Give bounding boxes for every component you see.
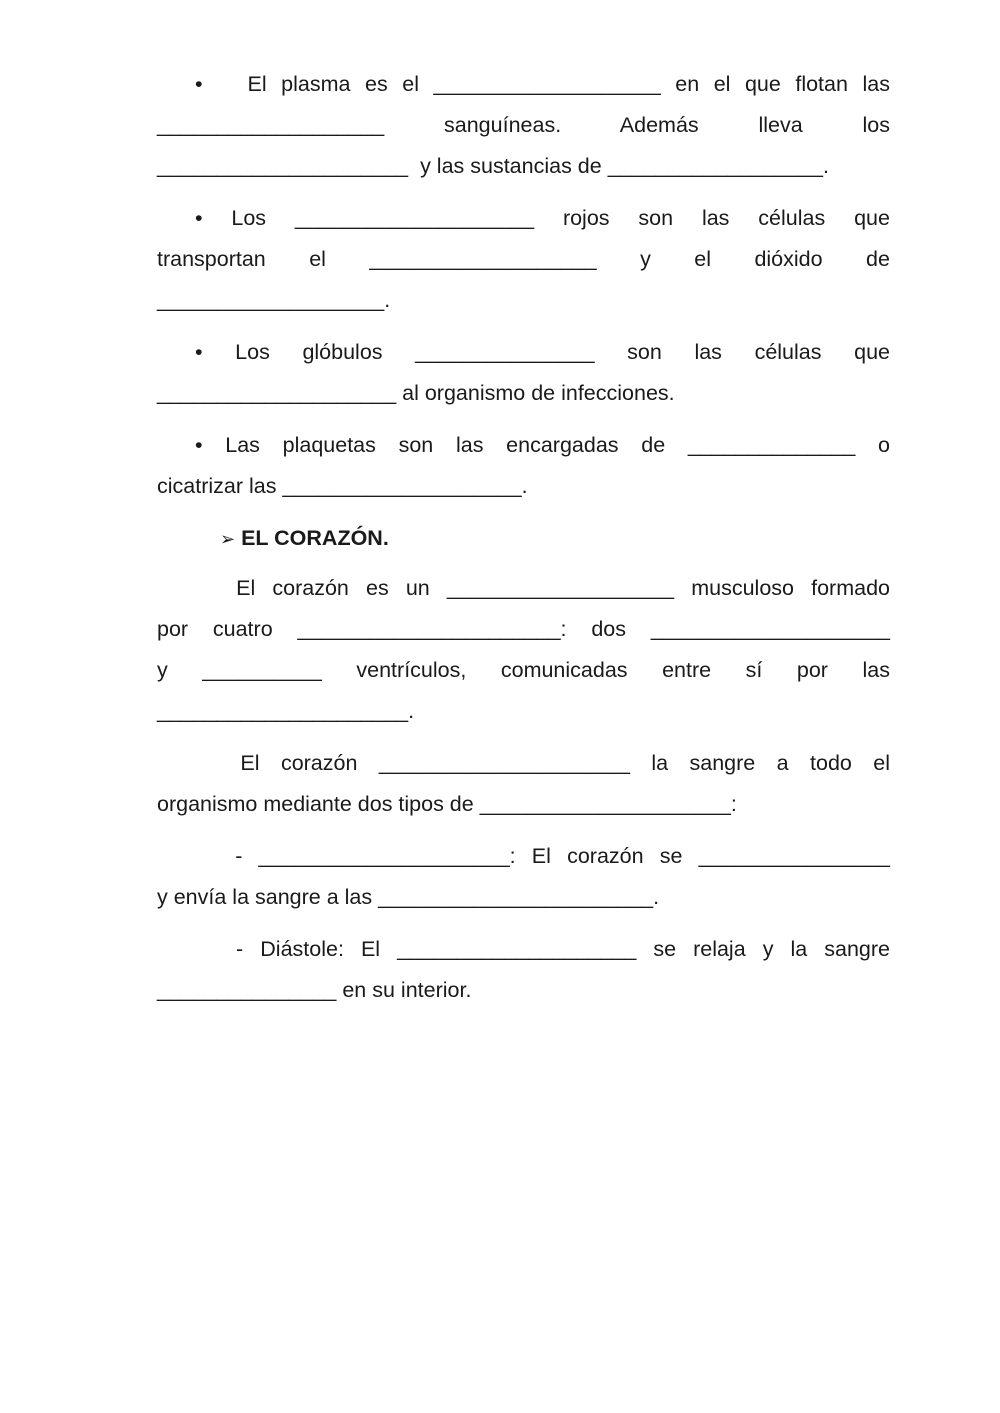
fill-blank[interactable]: ____________________ [397, 937, 637, 961]
fill-blank[interactable]: ___________________ [157, 113, 385, 137]
text: y la sangre [762, 937, 890, 961]
text: ventrículos, [356, 658, 467, 682]
fill-blank[interactable]: ______________________ [297, 617, 561, 641]
globulos-blancos-paragraph [157, 332, 890, 373]
text: : dos [560, 617, 627, 641]
fill-blank[interactable]: ________________ [698, 844, 890, 868]
text: . [822, 154, 829, 178]
text: comunicadas [500, 658, 628, 682]
sistole-paragraph [157, 836, 890, 877]
corazon-paragraph [157, 568, 890, 691]
fill-blank[interactable]: _____________________ [157, 154, 409, 178]
bullet-icon: • [195, 433, 203, 457]
text: Además [619, 113, 699, 137]
fill-blank[interactable]: ______________ [687, 433, 856, 457]
text: : El corazón se [509, 844, 683, 868]
fill-blank[interactable]: ___________________ [369, 247, 597, 271]
text: por cuatro [157, 617, 273, 641]
bullet-icon: • [195, 72, 203, 96]
fill-blank[interactable]: ____________________ [294, 206, 535, 230]
text: son [638, 206, 674, 230]
text: dióxido [754, 247, 823, 271]
fill-blank[interactable]: ___________________ [157, 288, 385, 312]
text: sanguíneas. [444, 113, 562, 137]
text: de [866, 247, 890, 271]
worksheet-page [157, 64, 890, 1022]
bullet-icon: • [195, 340, 203, 364]
text: . [408, 699, 415, 723]
plaquetas-paragraph [157, 425, 890, 466]
fill-blank[interactable]: _______________________ [378, 885, 654, 909]
section-title: EL CORAZÓN. [241, 526, 389, 550]
text: y [157, 658, 168, 682]
text: las [694, 340, 722, 364]
text: Diástole: El [260, 937, 381, 961]
text: y [640, 247, 651, 271]
text: la [651, 751, 669, 775]
text: lleva [758, 113, 803, 137]
text: glóbulos [302, 340, 383, 364]
arrow-bullet-icon: ➢ [220, 529, 236, 549]
text: El [240, 751, 260, 775]
text: : [730, 792, 737, 816]
fill-blank[interactable]: _____________________ [157, 699, 409, 723]
globulos-blancos-paragraph-end [157, 373, 890, 414]
diastole-paragraph-end [157, 970, 890, 1011]
text: las [862, 658, 890, 682]
text: que [854, 340, 890, 364]
text: organismo mediante dos tipos de [157, 792, 474, 816]
text: en su interior. [342, 978, 472, 1002]
text: . [653, 885, 660, 909]
bullet-icon: • [195, 206, 203, 230]
text: y las sustancias de [420, 154, 602, 178]
fill-blank[interactable]: ____________________ [282, 474, 522, 498]
text: todo [810, 751, 852, 775]
text: el [309, 247, 326, 271]
fill-blank[interactable]: ____________________ [157, 381, 397, 405]
fill-blank[interactable]: _____________________ [378, 751, 630, 775]
text: se relaja [653, 937, 746, 961]
text: sangre [689, 751, 756, 775]
text: Los [235, 340, 270, 364]
text: por [796, 658, 828, 682]
text: corazón [280, 751, 358, 775]
fill-blank[interactable]: ___________________ [446, 576, 675, 600]
text: entre [662, 658, 712, 682]
text: los [862, 113, 890, 137]
text: el [873, 751, 891, 775]
text: El plasma es el [247, 72, 419, 96]
dash-bullet: - [236, 937, 244, 961]
text: las [701, 206, 730, 230]
text: cicatrizar las [157, 474, 277, 498]
text: Las plaquetas son las encargadas de [225, 433, 666, 457]
bombeo-paragraph [157, 743, 890, 784]
globulos-rojos-paragraph [157, 198, 890, 280]
plasma-paragraph [157, 64, 890, 146]
fill-blank[interactable]: __________________ [607, 154, 823, 178]
text: en el que flotan las [675, 72, 890, 96]
fill-blank[interactable]: _____________________ [258, 844, 510, 868]
text: y envía la sangre a las [157, 885, 373, 909]
text: musculoso formado [691, 576, 890, 600]
plaquetas-paragraph-end [157, 466, 890, 507]
text: transportan [157, 247, 266, 271]
fill-blank[interactable]: ____________________ [650, 617, 890, 641]
diastole-paragraph [157, 929, 890, 970]
text: células [758, 206, 826, 230]
globulos-rojos-paragraph-end [157, 280, 890, 321]
fill-blank[interactable]: _______________ [157, 978, 337, 1002]
text: que [854, 206, 890, 230]
text: son [627, 340, 662, 364]
text: o [878, 433, 890, 457]
fill-blank[interactable]: __________ [202, 658, 322, 682]
fill-blank[interactable]: ___________________ [433, 72, 661, 96]
plasma-paragraph-end [157, 146, 890, 187]
text: células [754, 340, 822, 364]
corazon-paragraph-end [157, 691, 890, 732]
text: rojos [562, 206, 610, 230]
bombeo-paragraph-end [157, 784, 890, 825]
text: al organismo de infecciones. [402, 381, 675, 405]
text: el [694, 247, 711, 271]
text: El corazón es un [236, 576, 430, 600]
text: a [776, 751, 789, 775]
sistole-paragraph-end [157, 877, 890, 918]
text: sí [745, 658, 763, 682]
fill-blank[interactable]: _____________________ [479, 792, 731, 816]
section-heading [157, 518, 890, 560]
text: . [384, 288, 391, 312]
text: . [521, 474, 528, 498]
text: Los [231, 206, 267, 230]
fill-blank[interactable]: _______________ [415, 340, 595, 364]
dash-bullet: - [235, 844, 243, 868]
